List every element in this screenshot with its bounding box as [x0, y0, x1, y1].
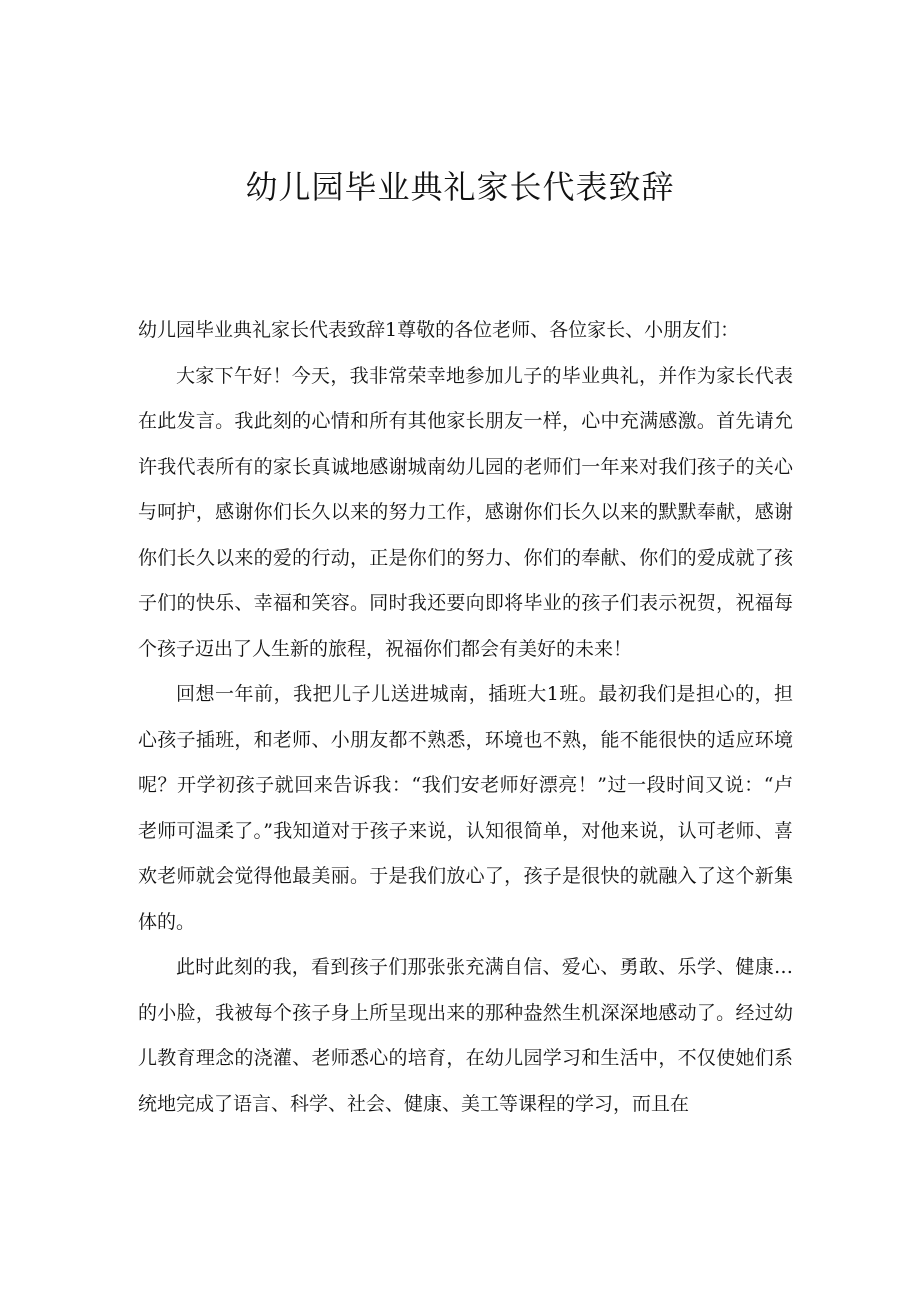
document-body — [138, 308, 793, 1127]
paragraph-present: 此时此刻的我，看到孩子们那张张充满自信、爱心、勇敢、乐学、健康…的小脸，我被每个孩子身上所呈现出来的那种盎然生机深深地感动了。经过幼儿教育理念的浇灌、老师悉心的培育，在幼儿园学习和生活中，不仅使她们系统地完成了语言、科学、社会、健康、美工等课程的学习，而且在 — [138, 956, 793, 1115]
document-title: 幼儿园毕业典礼家长代表致辞 — [245, 168, 675, 206]
opening-salutation: 幼儿园毕业典礼家长代表致辞1尊敬的各位老师、各位家长、小朋友们： — [138, 319, 740, 341]
paragraph-greeting: 大家下午好！今天，我非常荣幸地参加儿子的毕业典礼，并作为家长代表在此发言。我此刻的心情和所有其他家长朋友一样，心中充满感激。首先请允许我代表所有的家长真诚地感谢城南幼儿园的老师们一年来对我们孩子的关心与呵护，感谢你们长久以来的努力工作，感谢你们长久以来的默默奉献，感谢你们长久以来的爱的行动，正是你们的努力、你们的奉献、你们的爱成就了孩子们的快乐、幸福和笑容。同时我还要向即将毕业的孩子们表示祝贺，祝福每个孩子迈出了人生新的旅程，祝福你们都会有美好的未来！ — [138, 364, 793, 660]
paragraph-memory: 回想一年前，我把儿子儿送进城南，插班大1班。最初我们是担心的，担心孩子插班，和老师、小朋友都不熟悉，环境也不熟，能不能很快的适应环境呢？开学初孩子就回来告诉我：“我们安老师好漂亮！”过一段时间又说：“卢老师可温柔了。”我知道对于孩子来说，认知很简单，对他来说，认可老师、喜欢老师就会觉得他最美丽。于是我们放心了，孩子是很快的就融入了这个新集体的。 — [138, 683, 793, 933]
